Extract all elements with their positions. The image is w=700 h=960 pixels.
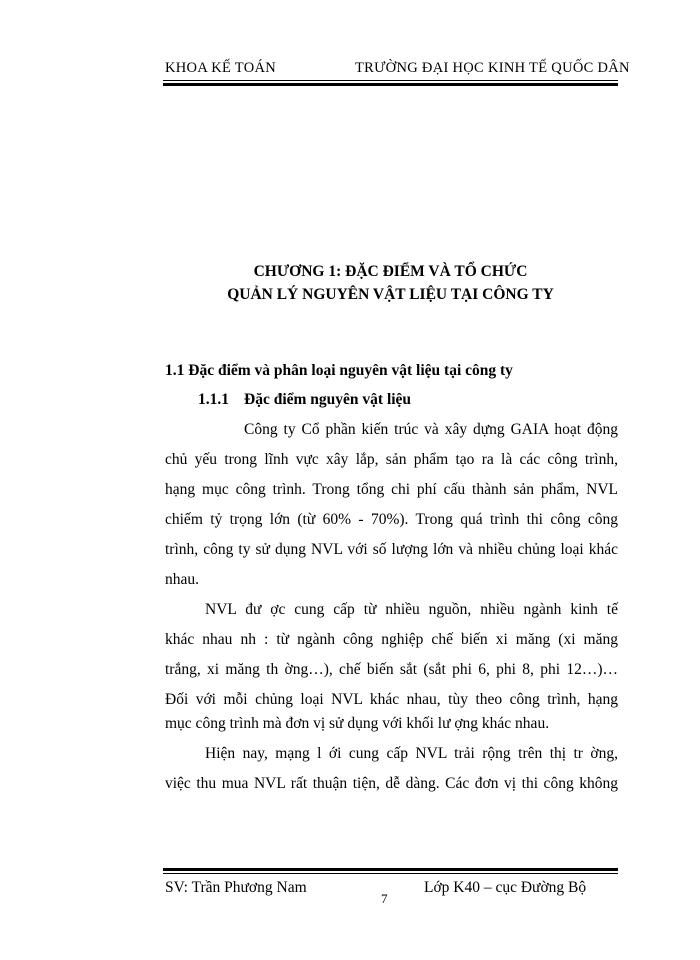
footer-class: Lớp K40 – cục Đường Bộ — [424, 879, 587, 896]
paragraph-line: trắng, xi măng th ờng…), chế biến sắt (sắt phi 6, phi 8, phi 12…)… — [165, 661, 618, 678]
paragraph-line: chiếm tỷ trọng lớn (từ 60% - 70%). Trong quá trình thi công công — [165, 511, 618, 528]
paragraph-line: chủ yếu trong lĩnh vực xây lắp, sản phẩm tạo ra là các công trình, — [165, 451, 618, 468]
paragraph-line: Công ty Cổ phần kiến trúc và xây dựng GAIA hoạt động — [244, 421, 618, 438]
paragraph-line: khác nhau nh : từ ngành công nghiệp chế biến xi măng (xi măng — [165, 631, 618, 648]
paragraph-line: mục công trình mà đơn vị sử dụng với khối lư ợng khác nhau. — [165, 715, 550, 732]
paragraph-line: hạng mục công trình. Trong tổng chi phí cấu thành sản phẩm, NVL — [165, 481, 618, 498]
footer-rule-thin — [163, 873, 618, 874]
paragraph-line: trình, công ty sử dụng NVL với số lượng lớn và nhiều chủng loại khác — [165, 541, 618, 558]
header-rule-thin — [163, 80, 618, 81]
header-faculty: KHOA KẾ TOÁN — [165, 60, 277, 76]
chapter-title-line-1: CHƯƠNG 1: ĐẶC ĐIỂM VÀ TỔ CHỨC — [253, 263, 528, 280]
footer-page-number: 7 — [381, 891, 388, 906]
section-heading: 1.1 Đặc điểm và phân loại nguyên vật liệu tại công ty — [165, 362, 513, 379]
paragraph-line: Đối với mỗi chủng loại NVL khác nhau, tùy theo công trình, hạng — [165, 691, 618, 708]
paragraph-line: nhau. — [165, 571, 200, 588]
paragraph-line: NVL đư ợc cung cấp từ nhiều nguồn, nhiều ngành kinh tế — [205, 601, 618, 618]
chapter-title-line-2: QUẢN LÝ NGUYÊN VẬT LIỆU TẠI CÔNG TY — [227, 286, 554, 303]
header-university: TRƯỜNG ĐẠI HỌC KINH TẾ QUỐC DÂN — [355, 60, 630, 76]
subsection-number: 1.1.1 — [198, 391, 229, 408]
header-rule-thick — [163, 83, 618, 86]
subsection-title: Đặc điểm nguyên vật liệu — [244, 391, 412, 408]
paragraph-line: việc thu mua NVL rất thuận tiện, dễ dàng. Các đơn vị thi công không — [165, 775, 618, 792]
paragraph-line: Hiện nay, mạng l ới cung cấp NVL trải rộng trên thị tr ờng, — [205, 745, 618, 762]
footer-rule-thick — [163, 868, 618, 871]
footer-student-name: SV: Trần Phương Nam — [165, 879, 307, 896]
